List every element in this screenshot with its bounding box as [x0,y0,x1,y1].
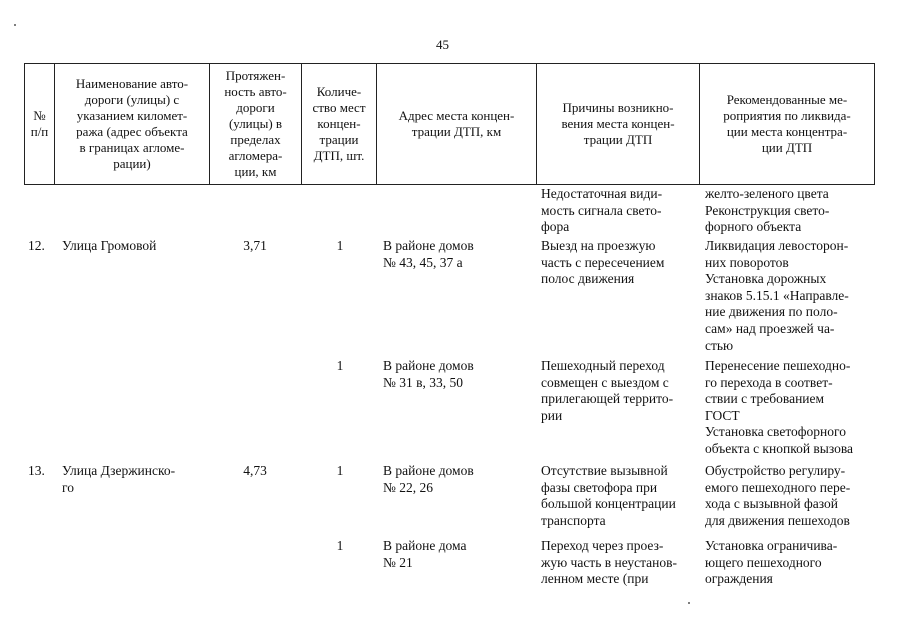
scan-speck [688,602,690,604]
continuation-measures: желто-зеленого цвета Реконструкция свето- форного объекта [705,186,830,235]
accident-causes: Отсутствие вызывной фазы светофора при большой концентрации транспорта [541,463,676,528]
page-number: 45 [436,37,449,52]
header-col-measures: Рекомендованные ме- роприятия по ликвида- ции места концентра- ции ДТП [700,64,875,185]
accident-causes: Выезд на проезжую часть с пересечением полос движения [541,238,665,287]
header-col-causes: Причины возникно- вения места концен- трации ДТП [537,64,700,185]
concentration-count: 1 [336,463,344,478]
road-name: Улица Громовой [62,238,157,253]
concentration-count: 1 [336,358,344,373]
table-header [24,63,875,185]
row-number: 13. [28,463,45,478]
scan-speck [14,24,16,26]
accident-causes: Пешеходный переход совмещен с выездом с прилегающей террито- рии [541,358,674,423]
header-col-count: Количе- ство мест концен- трации ДТП, шт. [302,64,377,185]
recommended-measures: Обустройство регулиру- емого пешеходного пере- хода с вызывной фазой для движения пешеходов [705,463,851,528]
header-col-address: Адрес места концен- трации ДТП, км [377,64,537,185]
accident-address: В районе домов № 22, 26 [383,463,474,495]
road-name: Улица Дзержинско- го [62,463,176,495]
accident-address: В районе дома № 21 [383,538,467,570]
road-length: 4,73 [243,463,267,478]
recommended-measures: Установка ограничива- ющего пешеходного ограждения [705,538,838,587]
continuation-causes: Недостаточная види- мость сигнала свето- фора [541,186,663,235]
row-number: 12. [28,238,45,253]
road-length: 3,71 [243,238,267,253]
header-col-length: Протяжен- ность авто- дороги (улицы) в пределах агломера- ции, км [210,64,302,185]
recommended-measures: Ликвидация левосторон- них поворотов Установка дорожных знаков 5.15.1 «Направле- ние движения по поло- сам» над проезжей ча- стью [705,238,849,353]
accident-address: В районе домов № 43, 45, 37 а [383,238,474,270]
concentration-count: 1 [336,538,344,553]
accident-causes: Переход через проез- жую часть в неустанов- ленном месте (при [541,538,678,587]
accident-address: В районе домов № 31 в, 33, 50 [383,358,474,390]
concentration-count: 1 [336,238,344,253]
header-col-road-name: Наименование авто- дороги (улицы) с указанием километ- ража (адрес объекта в границах агломе- рации) [55,64,210,185]
header-col-number: № п/п [25,64,55,185]
recommended-measures: Перенесение пешеходно- го перехода в соответ- ствии с требованием ГОСТ Установка светофорного объекта с кнопкой вызова [705,358,854,456]
